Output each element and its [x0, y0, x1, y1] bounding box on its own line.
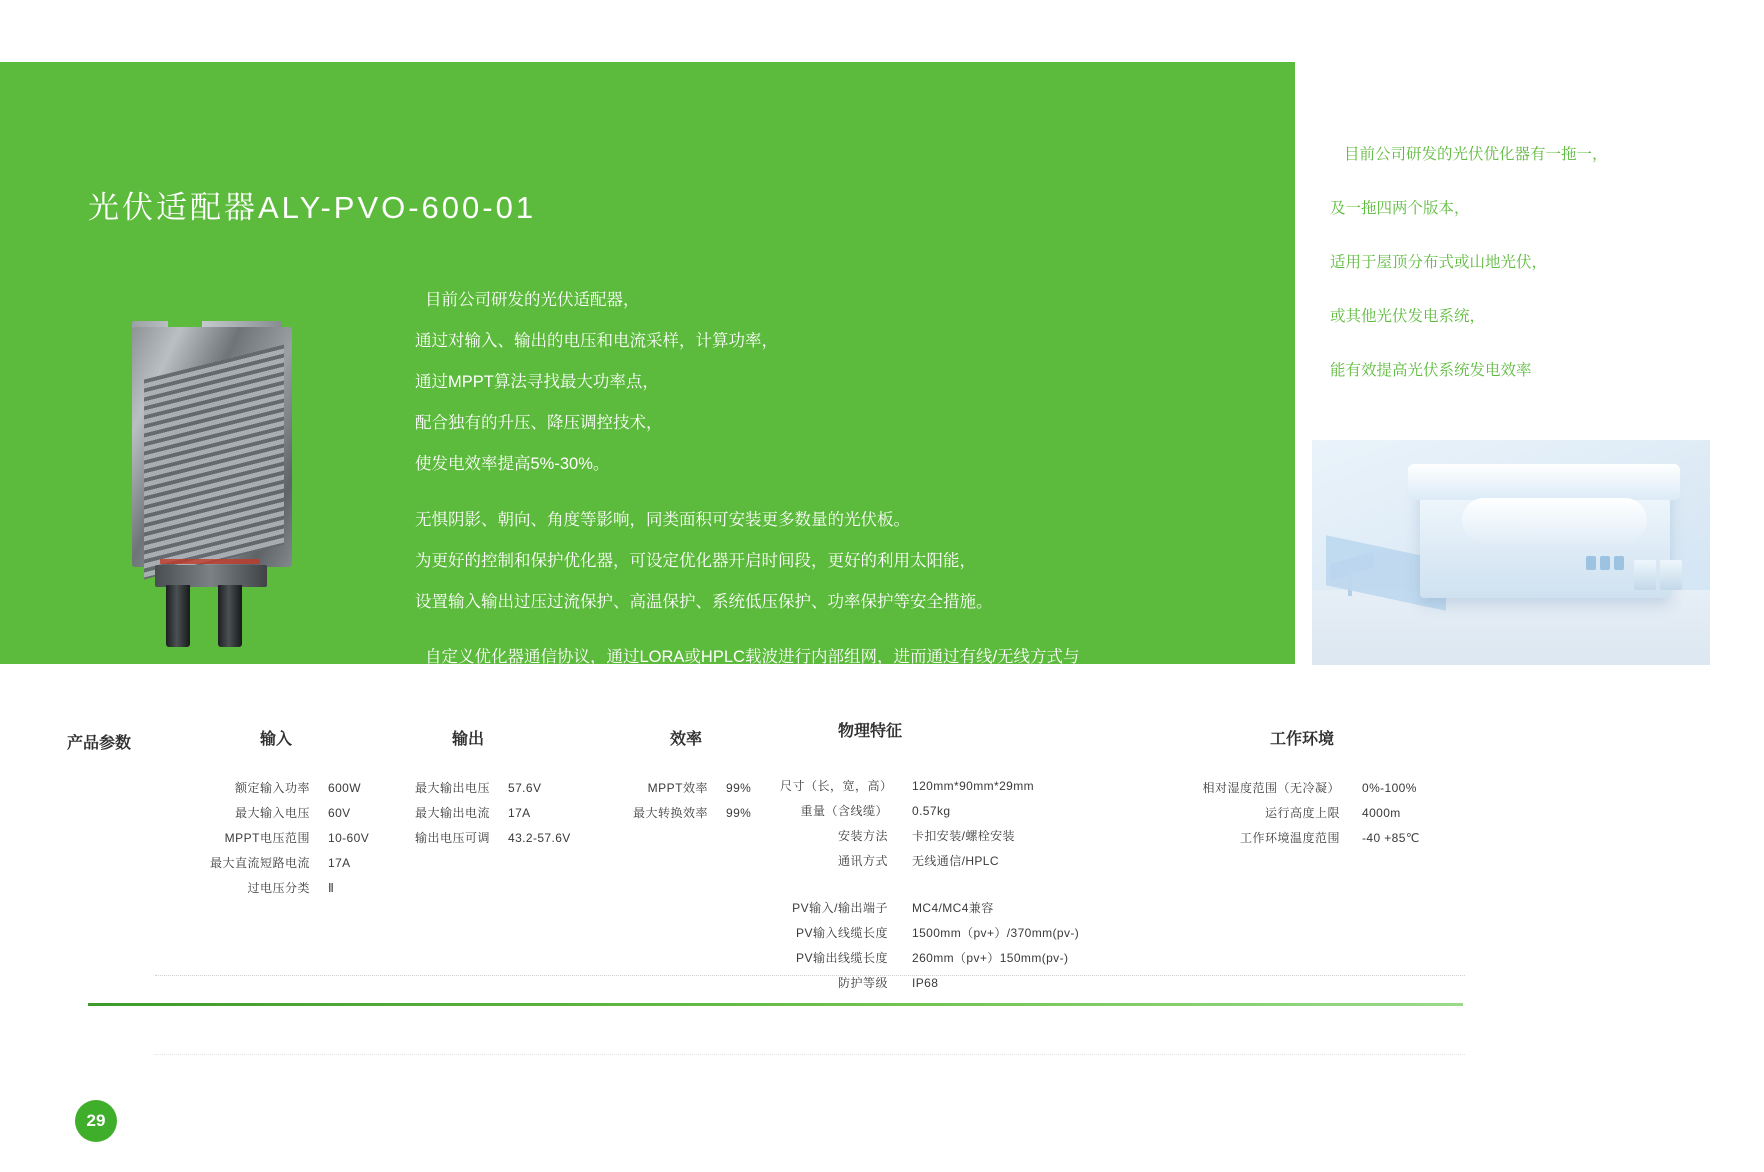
photo-window	[1614, 556, 1624, 570]
table-row	[780, 898, 1200, 918]
spec-value: 600W	[328, 781, 361, 795]
spec-key: MPPT效率	[647, 781, 708, 795]
product-red-stripe	[160, 559, 260, 564]
spec-key: 最大输出电压	[414, 781, 490, 795]
spec-key: 尺寸（长，宽，高）	[780, 779, 893, 793]
spec-value: 0%-100%	[1362, 781, 1417, 795]
spec-value: 120mm*90mm*29mm	[912, 779, 1035, 793]
product-image	[110, 307, 320, 627]
photo-ground	[1312, 590, 1710, 665]
divider-green	[88, 1003, 1463, 1006]
right-line-5: 能有效提高光伏系统发电效率	[1330, 362, 1532, 379]
spec-key: 工作环境温度范围	[1239, 831, 1340, 845]
product-cable-right	[218, 585, 242, 647]
table-row	[780, 851, 1160, 871]
spec-value: 4000m	[1362, 806, 1401, 820]
page-title: 光伏适配器ALY-PVO-600-01	[88, 190, 537, 225]
hero-panel	[0, 62, 1295, 707]
spec-key: MPPT电压范围	[224, 831, 310, 845]
spec-key: 通讯方式	[837, 854, 888, 868]
spec-value: Ⅱ	[328, 881, 335, 895]
photo-building-roof	[1408, 464, 1680, 500]
photo-window	[1600, 556, 1610, 570]
hero-p1-line5: 使发电效率提高5%-30%。	[415, 455, 610, 473]
product-heatsink-fins	[144, 345, 284, 580]
spec-value: 260mm（pv+）150mm(pv-)	[912, 951, 1069, 965]
photo-window	[1586, 556, 1596, 570]
spec-key: PV输入/输出端子	[792, 901, 888, 915]
spec-key: 重量（含线缆）	[800, 804, 888, 818]
spec-value: 43.2-57.6V	[508, 831, 571, 845]
spec-value: 无线通信/HPLC	[912, 854, 999, 868]
table-row	[780, 948, 1200, 968]
hero-p3-line1: 自定义优化器通信协议，通过LORA或HPLC载波进行内部组网，进而通过有线/无线方式与	[425, 648, 1080, 666]
spec-value: 17A	[508, 806, 531, 820]
hero-p1-line3: 通过MPPT算法寻找最大功率点，	[415, 373, 659, 391]
right-description	[1330, 128, 1730, 398]
product-cable-left	[166, 585, 190, 647]
hero-p1-line2: 通过对输入、输出的电压和电流采样，计算功率，	[415, 332, 778, 350]
spec-section-title-environment: 工作环境	[1270, 731, 1335, 748]
spec-key: 最大直流短路电流	[209, 856, 310, 870]
table-row	[780, 826, 1160, 846]
spec-key: 过电压分类	[247, 881, 310, 895]
spec-key: 输出电压可调	[414, 831, 490, 845]
spec-value: MC4/MC4兼容	[912, 901, 994, 915]
spec-key: 安装方法	[837, 829, 888, 843]
table-row	[780, 801, 1160, 821]
divider-dotted-bottom	[155, 1054, 1465, 1055]
spec-value: 0.57kg	[912, 804, 951, 818]
spec-value: 1500mm（pv+）/370mm(pv-)	[912, 926, 1080, 940]
spec-group-label: 产品参数	[67, 735, 132, 752]
hero-p1-line4: 配合独有的升压、降压调控技术，	[415, 414, 663, 432]
hero-p2-line1: 无惧阴影、朝向、角度等影响，同类面积可安装更多数量的光伏板。	[415, 511, 910, 529]
spec-value: 17A	[328, 856, 351, 870]
table-row	[1150, 778, 1530, 798]
spec-key: 最大转换效率	[632, 806, 708, 820]
table-row	[170, 853, 500, 873]
spec-value: 99%	[726, 781, 752, 795]
right-line-4: 或其他光伏发电系统，	[1330, 308, 1486, 325]
table-row	[170, 878, 500, 898]
hero-p2-line2: 为更好的控制和保护优化器，可设定优化器开启时间段，更好的利用太阳能，	[415, 552, 976, 570]
table-row	[780, 923, 1200, 943]
divider-dotted-top	[155, 975, 1465, 976]
table-row	[1150, 803, 1530, 823]
photo-equipment-box	[1634, 560, 1656, 590]
spec-key: 相对湿度范围（无冷凝）	[1202, 781, 1340, 795]
table-row	[380, 828, 680, 848]
spec-section-title-physical: 物理特征	[838, 723, 903, 740]
spec-value: 57.6V	[508, 781, 542, 795]
hero-description	[415, 280, 1215, 719]
spec-key: PV输入线缆长度	[795, 926, 888, 940]
product-base-cap	[155, 565, 267, 587]
spec-key: 最大输入电压	[234, 806, 310, 820]
spec-section-title-output: 输出	[452, 731, 485, 748]
spec-key: 额定输入功率	[234, 781, 310, 795]
right-line-3: 适用于屋顶分布式或山地光伏，	[1330, 254, 1548, 271]
photo-tube-structure	[1462, 498, 1647, 542]
photo-equipment-box	[1660, 560, 1682, 590]
hero-p1-line1: 目前公司研发的光伏适配器，	[425, 291, 640, 309]
hero-p2-line3: 设置输入输出过压过流保护、高温保护、系统低压保护、功率保护等安全措施。	[415, 593, 993, 611]
table-row	[1150, 828, 1530, 848]
spec-value: 60V	[328, 806, 351, 820]
spec-key: 运行高度上限	[1264, 806, 1340, 820]
spec-value: -40 +85℃	[1362, 831, 1420, 845]
spec-key: 最大输出电流	[414, 806, 490, 820]
hero-p3-line2: 外界进行通讯，实现远程实时获取优化器状态并设置优化器参数。	[415, 689, 894, 707]
spec-value: 卡扣安装/螺栓安装	[912, 829, 1015, 843]
spec-value: 99%	[726, 806, 752, 820]
table-row	[780, 973, 1200, 993]
spec-value: IP68	[912, 976, 939, 990]
spec-value: 10-60V	[328, 831, 370, 845]
spec-key: PV输出线缆长度	[795, 951, 888, 965]
spec-section-title-input: 输入	[260, 731, 293, 748]
table-row	[780, 776, 1160, 796]
page-number-badge: 29	[75, 1100, 117, 1142]
spec-section-title-efficiency: 效率	[670, 731, 703, 748]
spec-key: 防护等级	[837, 976, 888, 990]
application-photo	[1312, 440, 1710, 665]
right-line-1: 目前公司研发的光伏优化器有一拖一，	[1344, 146, 1608, 163]
right-line-2: 及一拖四两个版本，	[1330, 200, 1470, 217]
